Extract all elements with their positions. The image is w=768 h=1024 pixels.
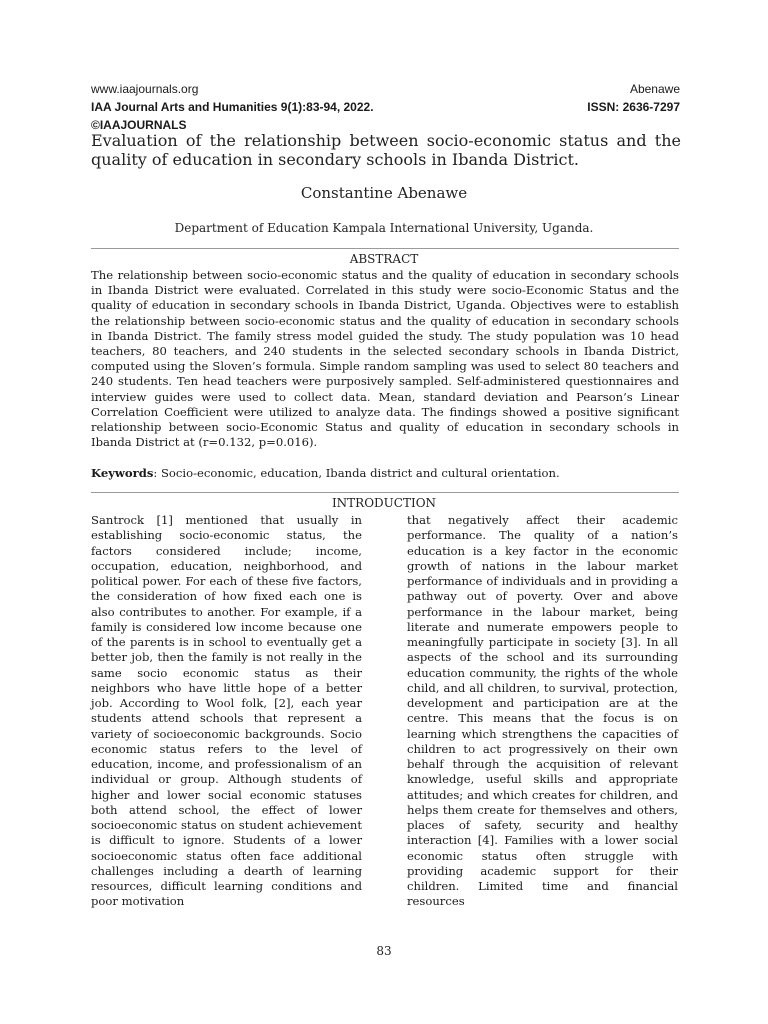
introduction-right-column: that negatively affect their academic performance. The quality of a nation’s education is a key factor in the economic growth of nations in the labour market performance of individuals and in providing a pathway out of poverty. Over and above performance in the labour market, being literate and numerate empowers people to meaningfully participate in society [3]. In all aspects of the school and its surrounding education community, the rights of the whole child, and all children, to survival, protection, development and participation are at the centre. This means that the focus is on learning which strengthens the capacities of children to act progressively on their own behalf through the acquisition of relevant knowledge, useful skills and appropriate attitudes; and which creates for children, and helps them create for themselves and others, places of safety, security and healthy interaction [4]. Families with a lower social economic status often struggle with providing academic support for their children. Limited time and financial resources [407, 513, 678, 909]
running-author: Abenawe [629, 82, 680, 96]
page-number: 83 [376, 944, 392, 958]
keywords-text: : Socio-economic, education, Ibanda district and cultural orientation. [153, 466, 560, 480]
paper-title: Evaluation of the relationship between socio-economic status and the quality of education in secondary schools in Ibanda District. [91, 131, 681, 169]
introduction-heading: INTRODUCTION [331, 496, 437, 510]
keywords-label: Keywords [91, 466, 154, 480]
author-affiliation: Department of Education Kampala International University, Uganda. [174, 221, 594, 235]
abstract-top-rule [91, 248, 679, 249]
keywords-line [91, 466, 679, 481]
author-name: Constantine Abenawe [300, 184, 468, 202]
introduction-top-rule [91, 492, 679, 493]
abstract-heading: ABSTRACT [349, 252, 419, 266]
abstract-text: The relationship between socio-economic status and the quality of education in secondary schools in Ibanda District were evaluated. Correlated in this study were socio-Economic Status and the quality of education in secondary schools in Ibanda District, Uganda. Objectives were to establish the relationship between socio-economic status and the quality of education in secondary schools in Ibanda District. The family stress model guided the study. The study population was 10 head teachers, 80 teachers, and 240 students in the selected secondary schools in Ibanda District, computed using the Sloven’s formula. Simple random sampling was used to select 80 teachers and 240 students. Ten head teachers were purposively sampled. Self-administered questionnaires and interview guides were used to collect data. Mean, standard deviation and Pearson’s Linear Correlation Coefficient were utilized to analyze data. The findings showed a positive significant relationship between socio-Economic Status and quality of education in secondary schools in Ibanda District at (r=0.132, p=0.016). [91, 268, 679, 450]
journal-citation: IAA Journal Arts and Humanities 9(1):83-94, 2022. [91, 100, 374, 114]
copyright-line: ©IAAJOURNALS [91, 118, 187, 132]
journal-issn: ISSN: 2636-7297 [587, 100, 680, 114]
journal-website: www.iaajournals.org [91, 82, 199, 96]
introduction-left-column: Santrock [1] mentioned that usually in establishing socio-economic status, the factors considered include; income, occupation, education, neighborhood, and political power. For each of these five factors, the consideration of how fixed each one is also contributes to another. For example, if a family is considered low income because one of the parents is in school to eventually get a better job, then the family is not really in the same socio economic status as their neighbors who have little hope of a better job. According to Wool folk, [2], each year students attend schools that represent a variety of socioeconomic backgrounds. Socio economic status refers to the level of education, income, and professionalism of an individual or group. Although students of higher and lower social economic statuses both attend school, the effect of lower socioeconomic status on student achievement is difficult to ignore. Students of a lower socioeconomic status often face additional challenges including a dearth of learning resources, difficult learning conditions and poor motivation [91, 513, 362, 909]
